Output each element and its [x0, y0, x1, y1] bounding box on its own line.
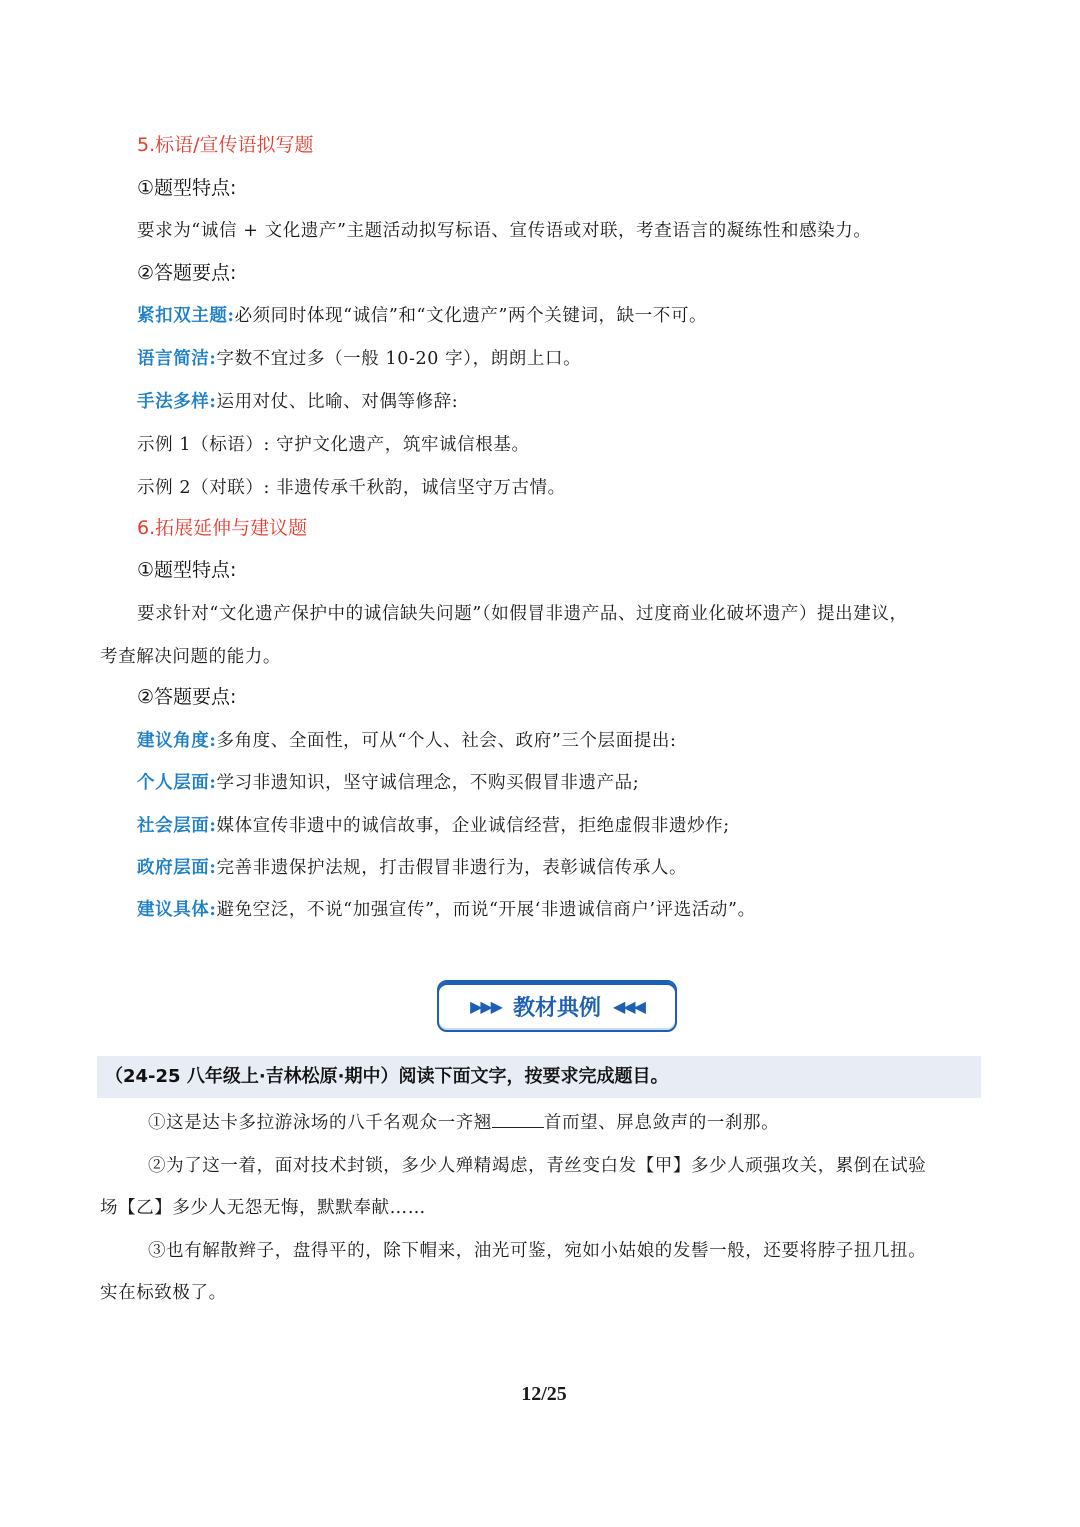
section-6-point-4 [137, 856, 980, 880]
section-5-point-1 [137, 304, 980, 328]
fill-blank [492, 1111, 544, 1128]
section-5-example-1: 示例 1（标语）: 守护文化遗产，筑牢诚信根基。 [137, 435, 530, 455]
point-keyword: 社会层面: [137, 816, 217, 836]
point-text: 必须同时体现“诚信”和“文化遗产”两个关键词，缺一不可。 [234, 306, 708, 326]
section-5-points-heading: ②答题要点: [137, 262, 237, 284]
point-keyword: 手法多样: [137, 392, 217, 412]
point-keyword: 建议角度: [137, 731, 217, 751]
question-header: （24-25 八年级上·吉林松原·期中）阅读下面文字，按要求完成题目。 [97, 1056, 981, 1098]
banner-label: 教材典例 [512, 995, 601, 1021]
section-6-title: 6.拓展延伸与建议题 [137, 517, 308, 539]
section-6-point-3 [137, 814, 980, 838]
section-6-point-2 [137, 771, 980, 795]
question-paragraph-2-line-1: ②为了这一着，面对技术封锁，多少人殚精竭虑，青丝变白发【甲】多少人顽强攻关，累倒在试验 [148, 1156, 927, 1176]
page-number: 12/25 [521, 1383, 567, 1405]
point-text: 媒体宣传非遗中的诚信故事，企业诚信经营，拒绝虚假非遗炒作; [216, 816, 730, 836]
section-6-point-5 [137, 898, 980, 922]
point-keyword: 紧扣双主题: [137, 306, 235, 326]
point-keyword: 语言简洁: [137, 349, 217, 369]
right-arrows-icon: ▶▶▶ [470, 996, 501, 1016]
point-keyword: 个人层面: [137, 773, 217, 793]
section-6-feature-heading: ①题型特点: [137, 559, 237, 581]
question-paragraph-1 [148, 1111, 980, 1135]
section-5-point-2 [137, 347, 980, 371]
point-text: 多角度、全面性，可从“个人、社会、政府”三个层面提出: [216, 731, 677, 751]
point-text: 学习非遗知识，坚守诚信理念，不购买假冒非遗产品; [216, 773, 640, 793]
section-5-title: 5.标语/宣传语拟写题 [137, 134, 314, 156]
question-paragraph-3-line-1: ③也有解散辫子，盘得平的，除下帽来，油光可鉴，宛如小姑娘的发髻一般，还要将脖子扭几扭。 [148, 1241, 927, 1261]
section-5-point-3 [137, 390, 980, 414]
point-text: 避免空泛，不说“加强宣传”，而说“开展‘非遗诚信商户’评选活动”。 [216, 900, 756, 920]
section-5-feature-heading: ①题型特点: [137, 177, 237, 199]
section-5-example-2: 示例 2（对联）: 非遗传承千秋韵，诚信坚守万古情。 [137, 478, 566, 498]
point-text: 字数不宜过多（一般 10-20 字），朗朗上口。 [216, 349, 582, 369]
point-keyword: 政府层面: [137, 858, 217, 878]
point-text: 运用对仗、比喻、对偶等修辞: [216, 392, 459, 412]
section-6-points-heading: ②答题要点: [137, 686, 237, 708]
section-6-feature-text-2: 考查解决问题的能力。 [100, 647, 281, 667]
point-text: 完善非遗保护法规，打击假冒非遗行为，表彰诚信传承人。 [216, 858, 688, 878]
section-6-feature-text-1: 要求针对“文化遗产保护中的诚信缺失问题”（如假冒非遗产品、过度商业化破坏遗产）提出建议， [137, 604, 908, 624]
point-keyword: 建议具体: [137, 900, 217, 920]
left-arrows-icon: ◀◀◀ [613, 996, 644, 1016]
paragraph-text: 首而望、屏息敛声的一刹那。 [543, 1113, 780, 1133]
question-paragraph-2-line-2: 场【乙】多少人无怨无悔，默默奉献…… [100, 1198, 426, 1218]
question-paragraph-3-line-2: 实在标致极了。 [100, 1283, 227, 1303]
section-6-point-1 [137, 729, 980, 753]
section-5-feature-text: 要求为“诚信 + 文化遗产”主题活动拟写标语、宣传语或对联，考查语言的凝练性和感染力。 [137, 221, 872, 241]
paragraph-text: ①这是达卡多拉游泳场的八千名观众一齐翘 [148, 1113, 492, 1133]
textbook-example-banner [437, 980, 677, 1032]
